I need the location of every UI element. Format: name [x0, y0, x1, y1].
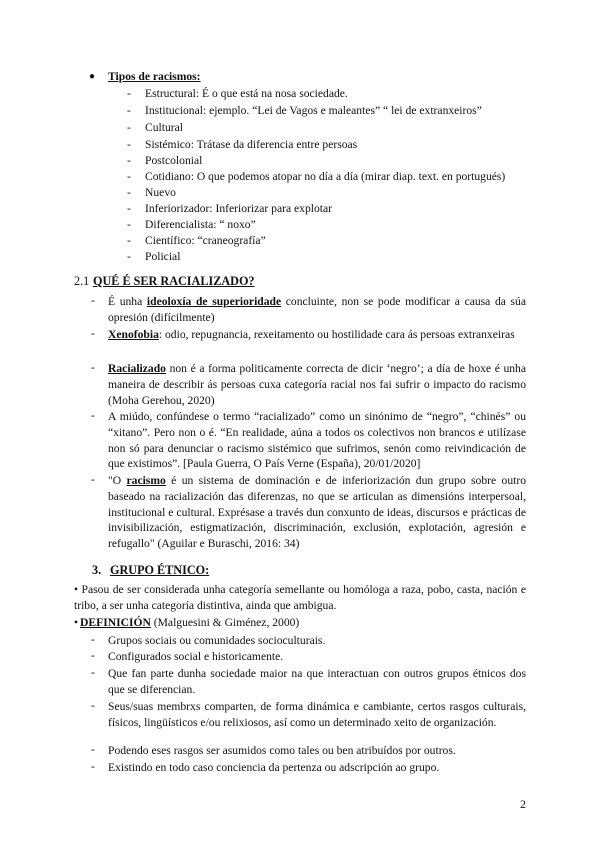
list-item: Policial [145, 250, 181, 263]
text-run: : odio, repugnancia, rexeitamento ou hostilidade cara ás persoas extranxeiras [158, 328, 515, 341]
dash-marker: - [127, 250, 131, 263]
dash-marker: - [91, 649, 95, 662]
dash-marker: - [91, 699, 95, 712]
list-item: Grupos sociais ou comunidades socioculturais. [108, 634, 326, 647]
dash-marker: - [127, 218, 131, 231]
bullet-icon: • [74, 616, 79, 629]
page-number: 2 [520, 797, 526, 811]
bullet-icon: ● [89, 71, 96, 82]
list-item: Existindo en todo caso conciencia da pertenza ou adscripción ao grupo. [108, 761, 440, 774]
section-title: QUÉ É SER RACIALIZADO? [93, 274, 255, 288]
bold-term: Xenofobia [108, 328, 159, 341]
list-item: Científico: “craneografía” [145, 234, 266, 247]
bold-term: Racializado [108, 362, 166, 375]
list-item: Cotidiano: O que podemos atopar no día a día (mirar diap. text. en portugués) [145, 170, 506, 183]
list-item: Institucional: ejemplo. “Lei de Vagos e maleantes” “ lei de extranxeiros” [145, 104, 482, 117]
dash-marker: - [127, 202, 131, 215]
dash-marker: - [91, 361, 95, 374]
dash-marker: - [127, 138, 131, 151]
dash-marker: - [127, 186, 131, 199]
dash-marker: - [127, 234, 131, 247]
list-item: Inferiorizador: Inferiorizar para explotar [145, 202, 333, 215]
dash-marker: - [127, 104, 131, 117]
list-item: Diferencialista: “ noxo” [145, 218, 256, 231]
dash-marker: - [91, 473, 95, 486]
list-item: Que fan parte dunha sociedade maior na que interactuan con outros grupos étnicos dos que se diferencian. [108, 667, 526, 696]
section-number: 3. [92, 563, 102, 577]
section-number: 2.1 [74, 274, 90, 288]
list-item: Cultural [145, 121, 183, 134]
dash-marker: - [127, 121, 131, 134]
definition-source: (Malguesini & Giménez, 2000) [150, 616, 300, 629]
list-item: Nuevo [145, 186, 176, 199]
dash-marker: - [91, 666, 95, 679]
list-item: Postcolonial [145, 154, 203, 167]
dash-marker: - [127, 170, 131, 183]
dash-marker: - [91, 327, 95, 340]
s21-paragraph-3 [108, 361, 526, 408]
dash-marker: - [127, 154, 131, 167]
text-run: "O [108, 474, 127, 487]
list-item: Seus/suas membrxs comparten, de forma dinámica e cambiante, certos rasgos culturais, físicos, lingüísticos e/ou relixiosos, así como un determinado xeito de organización. [108, 700, 526, 729]
s21-paragraph-1 [108, 294, 526, 326]
bold-term: racismo [126, 474, 166, 487]
bold-term: ideoloxía de superioridade [146, 295, 282, 308]
dash-marker: - [91, 409, 95, 422]
text-run: É unha [108, 295, 147, 308]
dash-marker: - [91, 294, 95, 307]
tipos-title: Tipos de racismos: [108, 70, 201, 83]
definition-heading [80, 616, 299, 630]
dash-marker: - [91, 743, 95, 756]
text-run: é un sistema de dominación e de inferiorización dun grupo sobre outro baseado na racialización das diferenzas, no que se articulan as dimensións interpersoal, institucional e cultural. Exprésase a través dun conxunto de ideas, discursos e prácticas de invisibilización, estigmatización, discriminación, exclusión, explotación, agresión e refugallo" (Aguilar e Buraschi, 2016: 34) [108, 474, 526, 551]
list-item: Podendo eses rasgos ser asumidos como tales ou ben atribuídos por outros. [108, 744, 456, 757]
list-item: Estructural: É o que está na nosa sociedade. [145, 87, 348, 100]
s21-paragraph-5 [108, 473, 526, 552]
s3-intro: • Pasou de ser considerada unha categoría semellante ou homóloga a raza, pobo, casta, nación e tribo, a ser unha categoría distintiva, ainda que ambigua. [74, 583, 526, 612]
text-run: non é a forma politicamente correcta de dicir ‘negro’; a día de hoxe é unha maneira de describir ás persoas cuxa categoría racial nos fai sufrir o impacto do racismo (Moha Gerehou, 2020) [108, 362, 526, 407]
definition-title: DEFINICIÓN [80, 616, 151, 629]
list-item: Sistémico: Trátase da diferencia entre persoas [145, 138, 358, 151]
s21-paragraph-4: A miúdo, confúndese o termo “racializado” como un sinónimo de “negro”, “chinés” ou “xitano”. Pero non o é. “En realidade, aúna a todos os colectivos non brancos e utilízase non só para denunciar o racismo sistémico que sufrimos, senón como reivindicación de que existimos”. [Paula Guerra, O País Verne (España), 20/01/2020] [108, 410, 526, 471]
s21-paragraph-2 [108, 327, 526, 343]
list-item: Configurados social e historicamente. [108, 650, 284, 663]
dash-marker: - [91, 760, 95, 773]
text-run: concluinte, non se pode modificar a causa da súa opresión (difícilmente) [108, 295, 526, 324]
section-title: GRUPO ÉTNICO: [110, 563, 210, 577]
dash-marker: - [91, 633, 95, 646]
dash-marker: - [127, 87, 131, 100]
